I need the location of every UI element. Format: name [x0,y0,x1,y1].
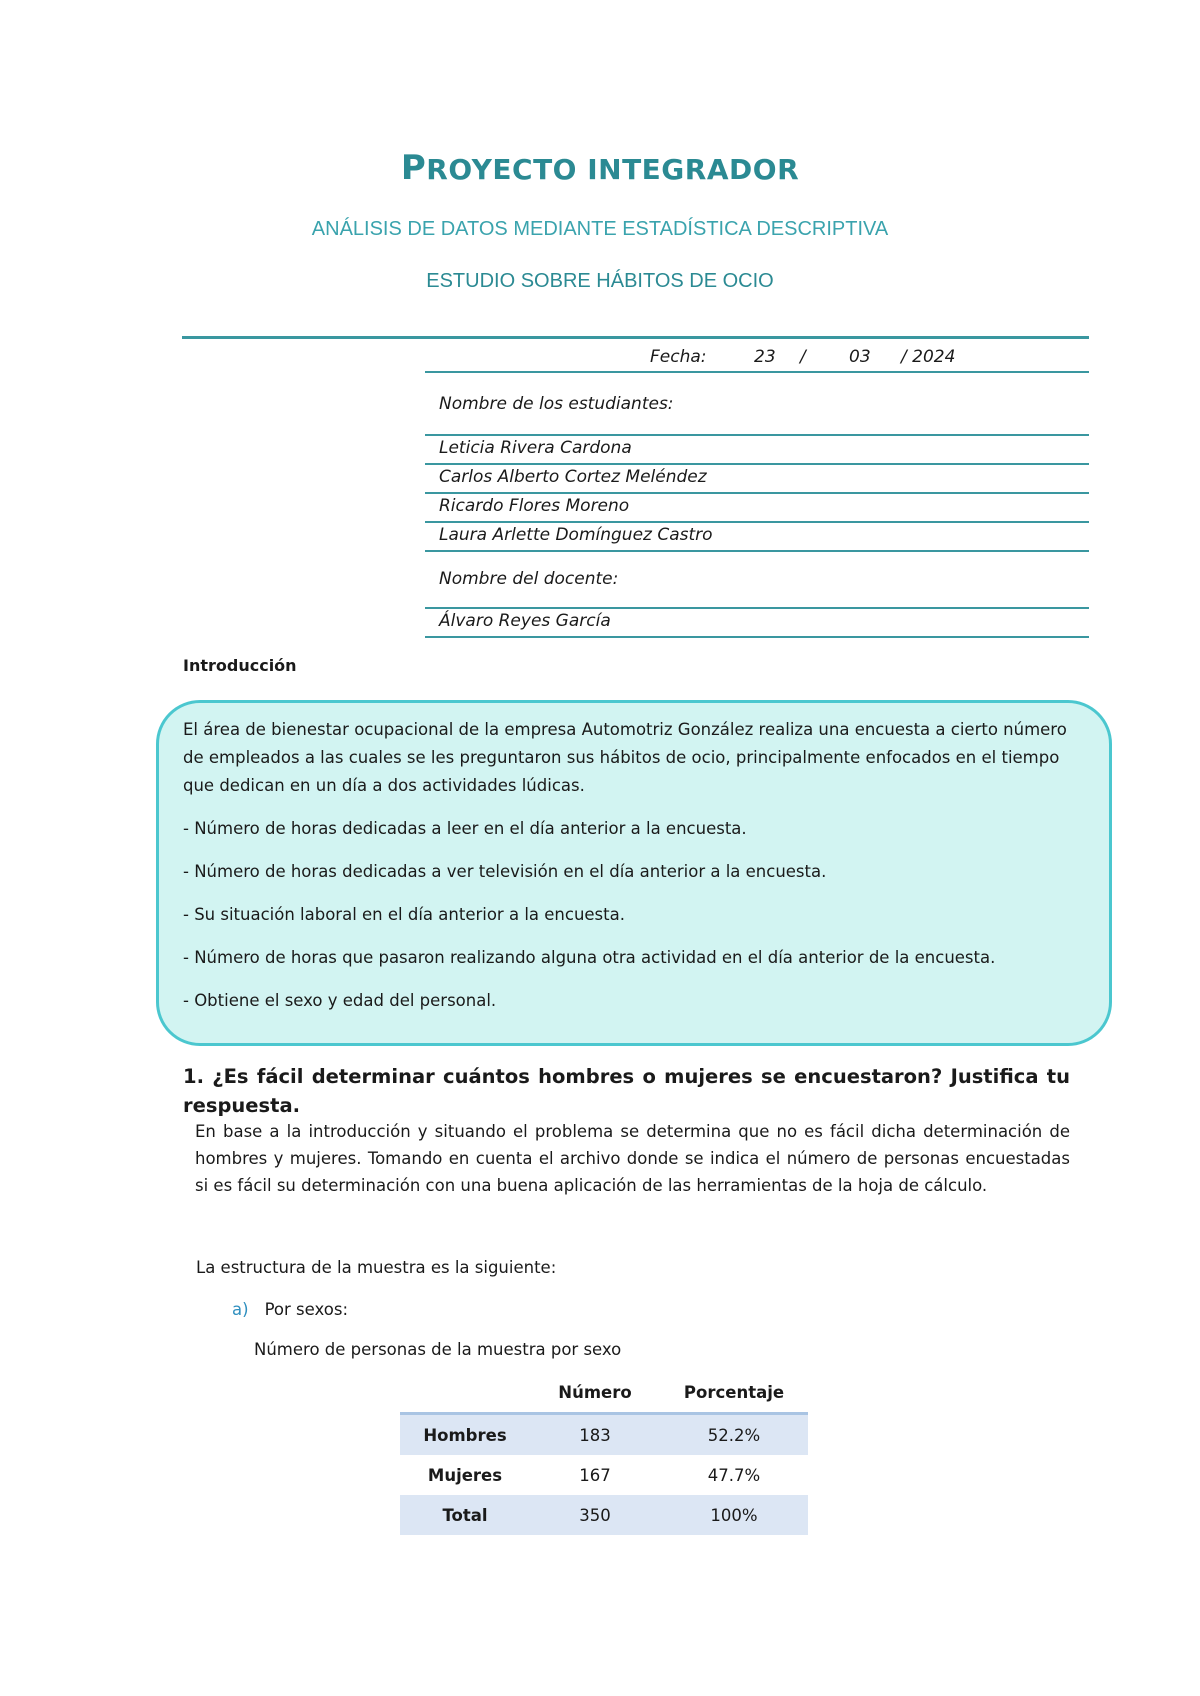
intro-paragraph: El área de bienestar ocupacional de la empresa Automotriz González realiza una encuesta a cierto número de empleados a las cuales se les preguntaron sus hábitos de ocio, principalmente enfocados en el tiempo que dedican en un día a dos actividades lúdicas. [183,720,1067,795]
date-month: 03 [849,347,871,367]
list-item-by-sex [232,1300,348,1319]
student-name: Laura Arlette Domínguez Castro [439,525,713,545]
student-name-row [425,436,1089,465]
date-row [425,347,1089,373]
count-cell: 167 [579,1465,611,1485]
intro-bullet: - Obtiene el sexo y edad del personal. [183,991,497,1010]
row-label: Mujeres [427,1465,503,1485]
student-name-row [425,494,1089,523]
question-1-answer: En base a la introducción y situando el problema se determina que no es fácil dicha determinación de hombres y mujeres. Tomando en cuenta el archivo donde se indica el número de personas encuestadas si es fácil su determinación con una buena aplicación de las herramientas de la hoja de cálculo. [195,1122,1070,1195]
row-label: Total [400,1495,530,1535]
question-1-heading: 1. ¿Es fácil determinar cuántos hombres o mujeres se encuestaron? Justifica tu respuesta. [183,1065,1070,1117]
teacher-label: Nombre del docente: [439,569,619,589]
header-divider [182,336,1089,339]
sex-table [400,1372,808,1535]
title-initial: P [400,148,427,188]
date-day: 23 [754,347,776,367]
list-marker: a) [232,1300,249,1319]
study-title: ESTUDIO SOBRE HÁBITOS DE OCIO [426,270,774,292]
intro-bullet: - Número de horas dedicadas a leer en el día anterior a la encuesta. [183,819,747,838]
date-separator: / [800,347,806,367]
table-header-cell: Porcentaje [660,1372,808,1414]
table-row [400,1455,808,1495]
intro-bullet: - Número de horas dedicadas a ver televisión en el día anterior a la encuesta. [183,862,827,881]
table-header-cell: Número [530,1372,660,1414]
intro-bullet: - Su situación laboral en el día anterior a la encuesta. [183,905,625,924]
date-year: / 2024 [901,347,956,367]
students-label: Nombre de los estudiantes: [439,394,674,414]
table-row [400,1414,808,1456]
intro-bullet: - Número de horas que pasaron realizando alguna otra actividad en el día anterior de la encuesta. [183,948,996,967]
count-cell: 183 [530,1414,660,1456]
teacher-name: Álvaro Reyes García [439,611,611,631]
date-label: Fecha: [650,347,707,367]
list-item-label: Por sexos: [264,1300,349,1319]
title-rest: ROYECTO INTEGRADOR [426,153,800,186]
table-header-cell [400,1372,530,1414]
intro-heading: Introducción [183,656,297,675]
percent-cell: 100% [660,1495,808,1535]
student-name: Ricardo Flores Moreno [439,496,630,516]
table-caption: Número de personas de la muestra por sexo [254,1340,622,1359]
student-name-row [425,523,1089,552]
teacher-name-row [425,609,1089,638]
row-label: Hombres [400,1414,530,1456]
count-cell: 350 [530,1495,660,1535]
sample-structure-text: La estructura de la muestra es la siguiente: [196,1258,557,1277]
percent-cell: 52.2% [660,1414,808,1456]
student-name: Carlos Alberto Cortez Meléndez [439,467,707,487]
student-name-row [425,465,1089,494]
table-row-total [400,1495,808,1535]
percent-cell: 47.7% [707,1465,761,1485]
document-title [0,148,1200,188]
document-subtitle: ANÁLISIS DE DATOS MEDIANTE ESTADÍSTICA DESCRIPTIVA [311,218,889,240]
student-name: Leticia Rivera Cardona [439,438,632,458]
